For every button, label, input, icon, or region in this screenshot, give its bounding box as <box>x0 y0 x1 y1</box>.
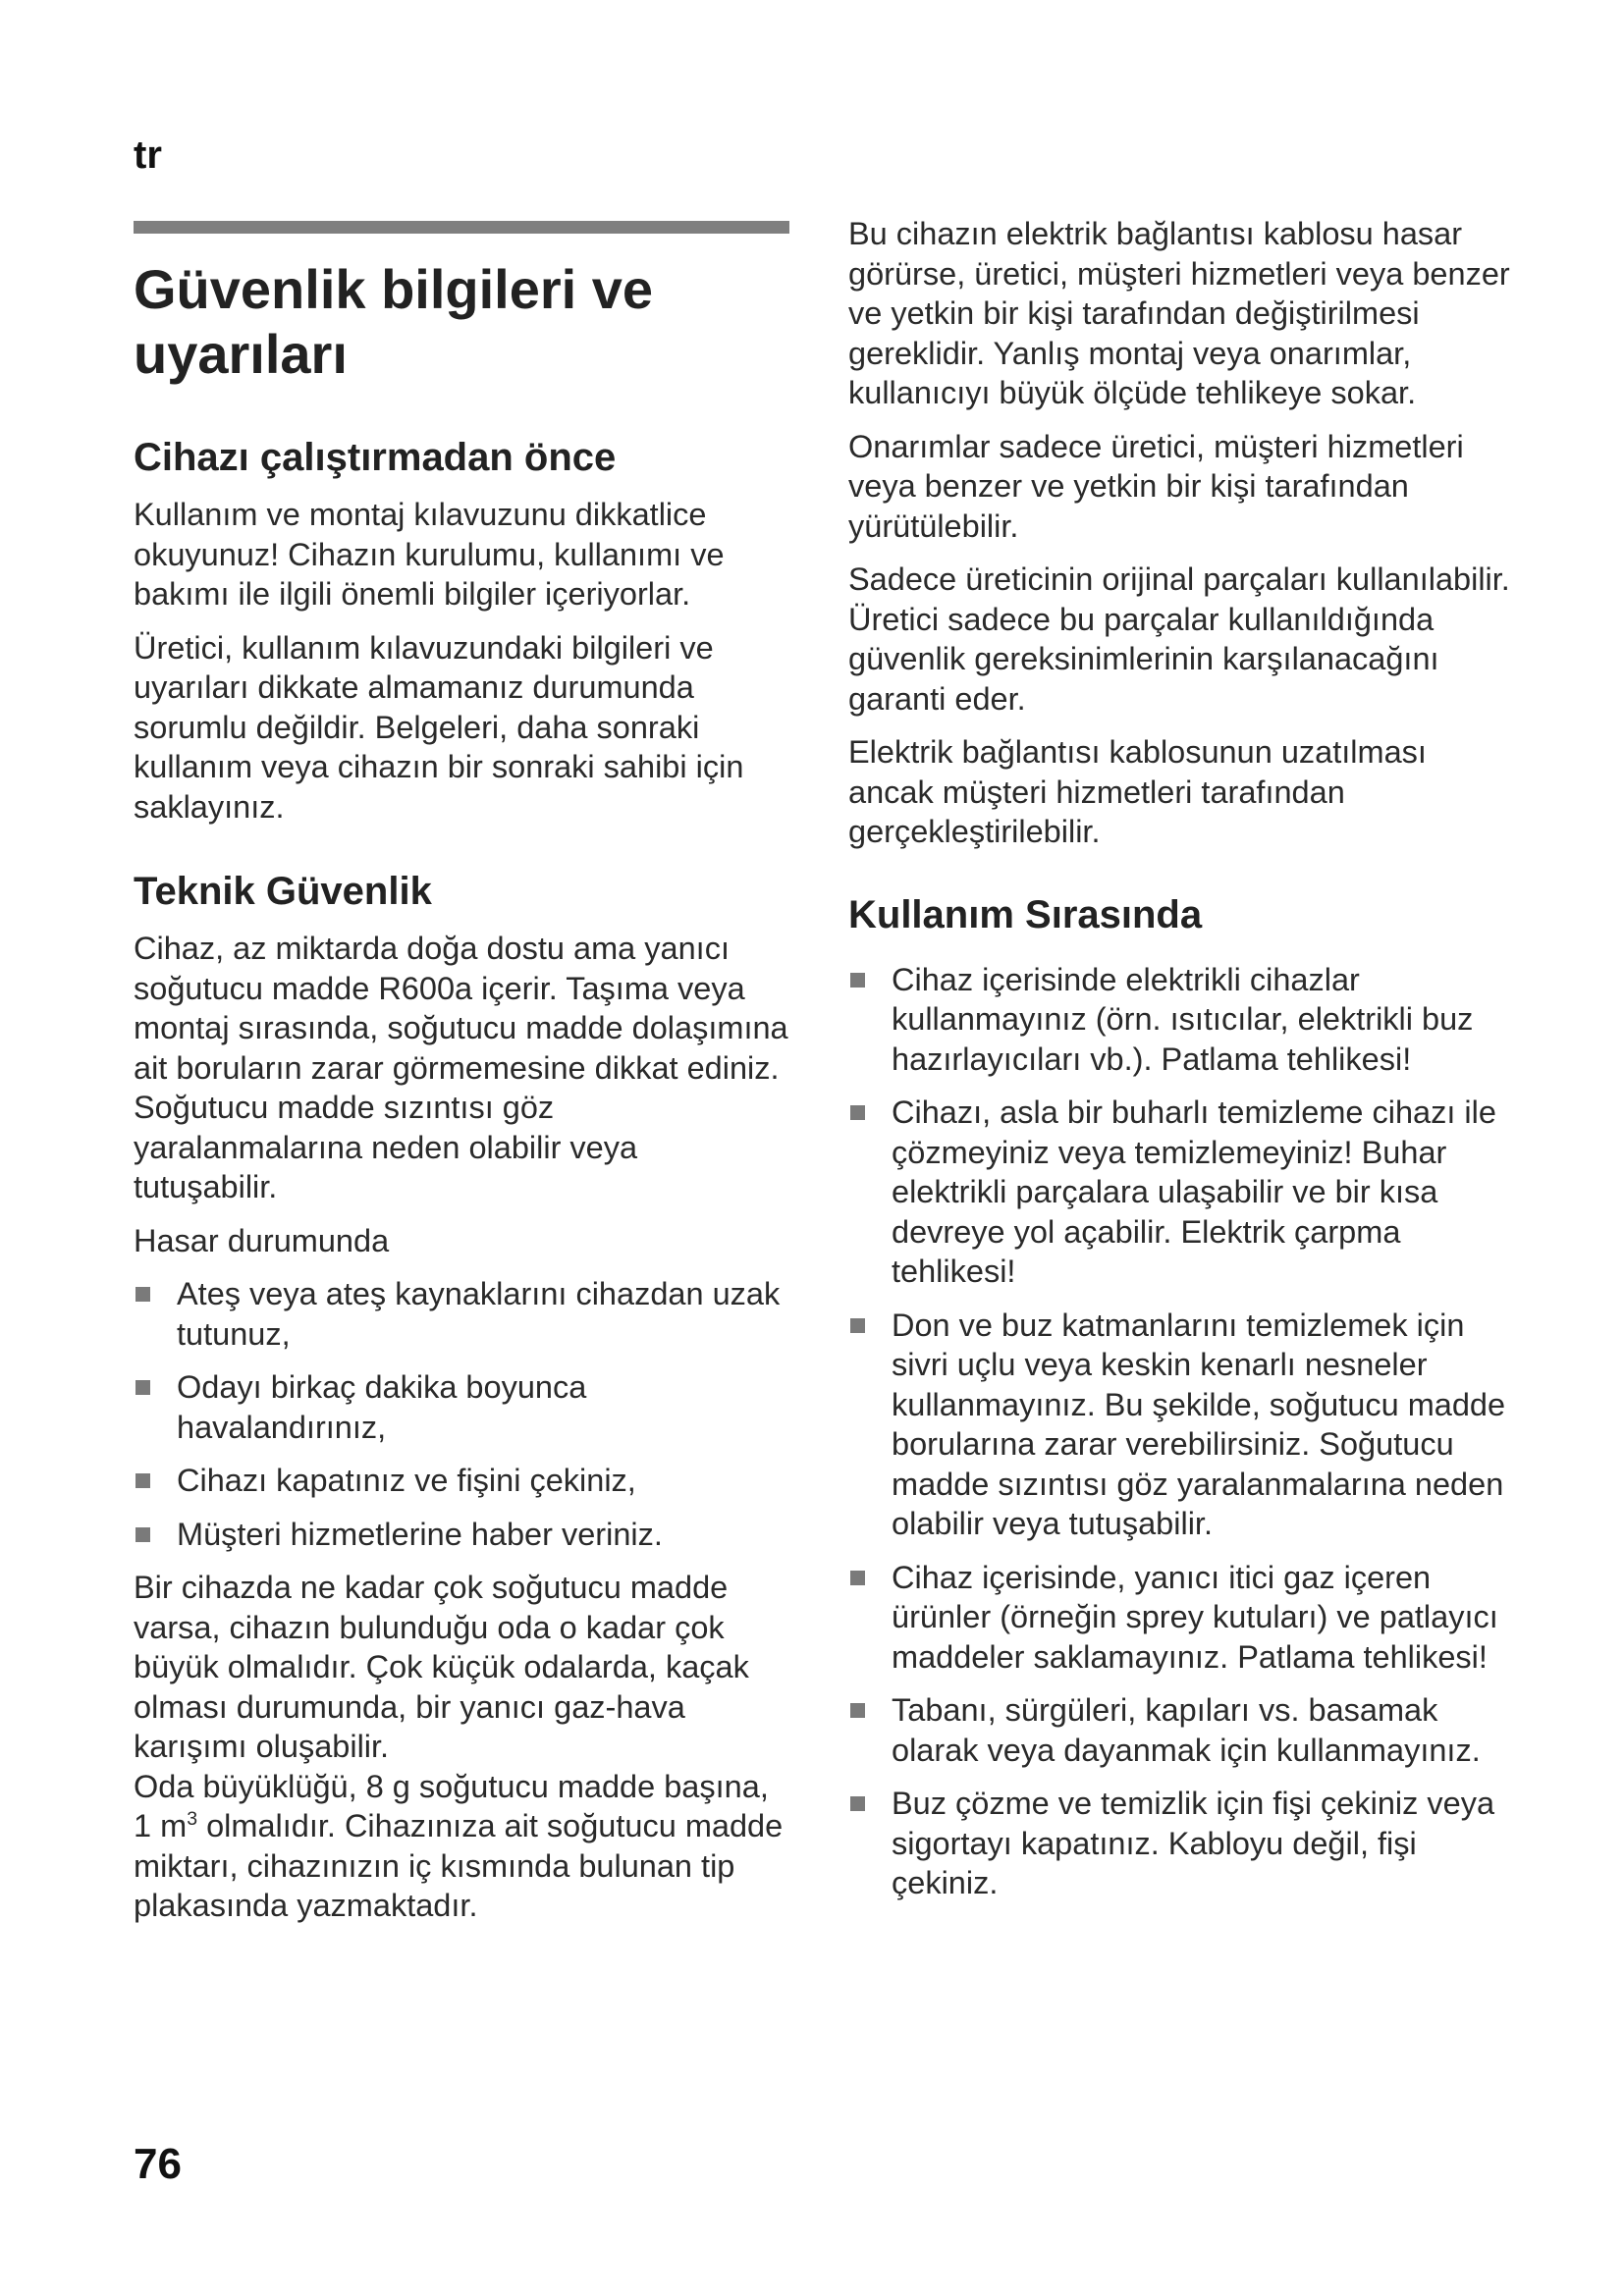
section-heading-technical-safety: Teknik Güvenlik <box>134 870 432 913</box>
list-item-text: Cihazı, asla bir buharlı temizleme cihazı ile çözmeyiniz veya temizlemeyiniz! Buhar elektrikli parçalara ulaşabilir ve bir kısa devreye yol açabilir. Elektrik çarpma tehlikesi! <box>892 1095 1496 1289</box>
paragraph: Cihaz, az miktarda doğa dostu ama yanıcı soğutucu madde R600a içerir. Taşıma veya montaj sırasında, soğutucu madde dolaşımına ait boruların zarar görmemesine dikkat ediniz. Soğutucu madde sızıntısı göz yaralanmalarına neden olabilir veya tutuşabilir. <box>134 931 788 1204</box>
list-item <box>134 1515 789 1555</box>
square-bullet-icon <box>850 973 865 988</box>
list-item <box>848 1306 1516 1544</box>
list-item <box>134 1461 789 1501</box>
square-bullet-icon <box>135 1380 150 1395</box>
square-bullet-icon <box>135 1287 150 1302</box>
left-column <box>134 221 789 1967</box>
list-item <box>848 1690 1516 1770</box>
list-item-text: Buz çözme ve temizlik için fişi çekiniz veya sigortayı kapatınız. Kabloyu değil, fişi çekiniz. <box>892 1786 1495 1900</box>
paragraph: Bu cihazın elektrik bağlantısı kablosu hasar görürse, üretici, müşteri hizmetleri veya benzer ve yetkin bir kişi tarafından değiştirilmesi gereklidir. Yanlış montaj veya onarımlar, kullanıcıyı büyük ölçüde tehlikeye sokar. <box>848 216 1510 410</box>
list-item <box>848 1093 1516 1292</box>
list-item-text: Ateş veya ateş kaynaklarını cihazdan uzak tutunuz, <box>177 1276 781 1352</box>
square-bullet-icon <box>850 1703 865 1718</box>
superscript: 3 <box>187 1808 198 1831</box>
section-before-operation <box>134 434 789 827</box>
list-item-text: Cihaz içerisinde, yanıcı itici gaz içeren ürünler (örneğin sprey kutuları) ve patlayıcı maddeler saklamayınız. Patlama tehlikesi! <box>892 1559 1498 1675</box>
paragraph: Üretici, kullanım kılavuzundaki bilgileri ve uyarıları dikkate almamanız durumunda sorumlu değildir. Belgeleri, daha sonraki kullanım veya cihazın bir sonraki sahibi için saklayınız. <box>134 629 744 825</box>
paragraph: Kullanım ve montaj kılavuzunu dikkatlice okuyunuz! Cihazın kurulumu, kullanımı ve bakımı ile ilgili önemli bilgiler içeriyorlar. <box>134 497 725 612</box>
damage-steps-list <box>134 1274 789 1554</box>
list-item-text: Odayı birkaç dakika boyunca havalandırınız, <box>177 1369 587 1445</box>
list-item-text: Tabanı, sürgüleri, kapıları vs. basamak olarak veya dayanmak için kullanmayınız. <box>892 1692 1481 1768</box>
page-number: 76 <box>134 2140 182 2188</box>
right-column <box>848 214 1516 1945</box>
paragraph: Bir cihazda ne kadar çok soğutucu madde varsa, cihazın bulunduğu oda o kadar çok büyük olmalıdır. Çok küçük odalarda, kaçak olması durumunda, bir yanıcı gaz-hava karışımı oluşabilir. <box>134 1570 749 1764</box>
title-divider-bar <box>134 221 789 234</box>
square-bullet-icon <box>850 1796 865 1811</box>
square-bullet-icon <box>850 1318 865 1333</box>
list-item <box>134 1367 789 1447</box>
paragraph: Elektrik bağlantısı kablosunun uzatılması ancak müşteri hizmetleri tarafından gerçekleştirilebilir. <box>848 734 1427 849</box>
section-technical-safety <box>134 868 789 1926</box>
paragraph: Hasar durumunda <box>134 1222 390 1258</box>
square-bullet-icon <box>850 1105 865 1120</box>
list-item <box>134 1274 789 1354</box>
list-item-text: Cihazı kapatınız ve fişini çekiniz, <box>177 1463 636 1498</box>
text-run: Oda büyüklüğü, 8 g soğutucu madde başına, 1 m <box>134 1768 769 1843</box>
list-item <box>848 1784 1516 1903</box>
section-during-use <box>848 891 1516 1903</box>
square-bullet-icon <box>850 1571 865 1585</box>
language-tag: tr <box>134 133 162 177</box>
list-item-text: Don ve buz katmanlarını temizlemek için sivri uçlu veya keskin kenarlı nesneler kullanmayınız. Bu şekilde, soğutucu madde borularına zarar verebilirsiniz. Soğutucu madde sızıntısı göz yaralanmalarına neden olabilir veya tutuşabilir. <box>892 1307 1506 1541</box>
list-item <box>848 960 1516 1080</box>
square-bullet-icon <box>135 1473 150 1488</box>
square-bullet-icon <box>135 1527 150 1542</box>
list-item-text: Cihaz içerisinde elektrikli cihazlar kullanmayınız (örn. ısıtıcılar, elektrikli buz hazırlayıcıları vb.). Patlama tehlikesi! <box>892 961 1474 1077</box>
paragraph <box>134 1767 789 1926</box>
list-item-text: Müşteri hizmetlerine haber veriniz. <box>177 1516 663 1552</box>
usage-warnings-list <box>848 960 1516 1903</box>
list-item <box>848 1558 1516 1678</box>
paragraph: Onarımlar sadece üretici, müşteri hizmetleri veya benzer ve yetkin bir kişi tarafından yürütülebilir. <box>848 428 1464 544</box>
page-title: Güvenlik bilgileri ve uyarıları <box>134 258 654 385</box>
section-heading-before-operation: Cihazı çalıştırmadan önce <box>134 436 617 479</box>
paragraph: Sadece üreticinin orijinal parçaları kullanılabilir. Üretici sadece bu parçalar kullanıldığında güvenlik gereksinimlerinin karşılanacağını garanti eder. <box>848 561 1510 717</box>
section-heading-during-use: Kullanım Sırasında <box>848 892 1203 936</box>
text-run: olmalıdır. Cihazınıza ait soğutucu madde miktarı, cihazınızın iç kısmında bulunan tip plakasında yazmaktadır. <box>134 1808 784 1923</box>
